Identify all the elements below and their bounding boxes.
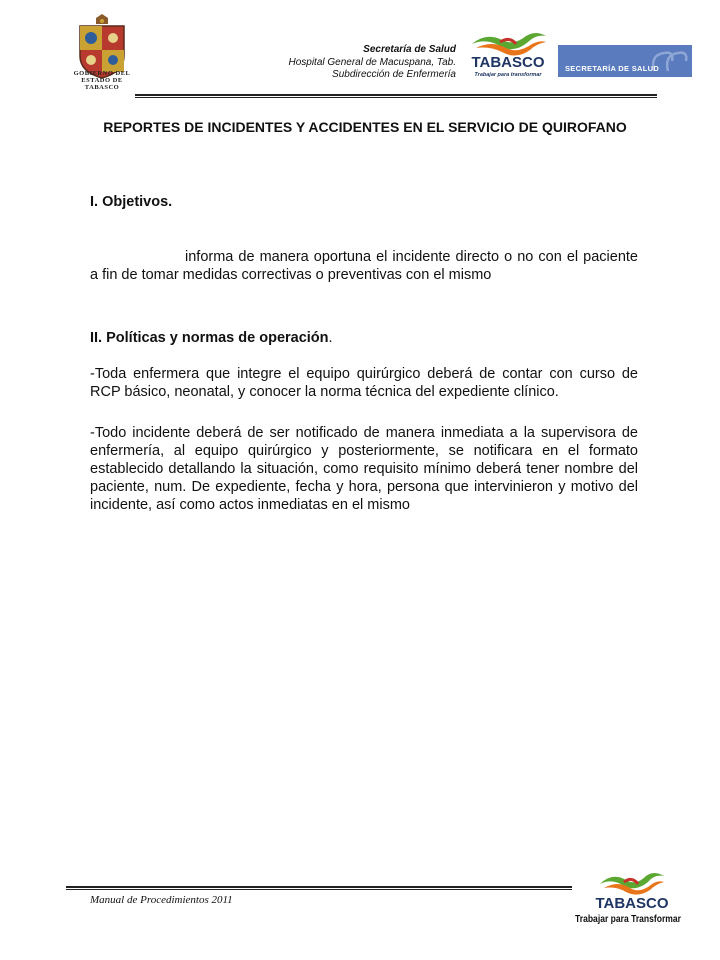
footer-tabasco-logo [572,870,684,928]
header-line-hospital: Hospital General de Macuspana, Tab. [288,56,456,68]
footer-divider [66,886,572,888]
crest-caption-line: TABASCO [84,84,120,91]
tabasco-logo-name: TABASCO [471,54,545,71]
header-institution-text [230,44,456,82]
header-line-department: Subdirección de Enfermería [332,69,456,80]
policy-item: -Todo incidente deberá de ser notificado de manera inmediata a la supervisora de enfermería, al equipo quirúrgico y posteriormente, se notificara en el formato establecido detallando la situación, como requisito mínimo deberá tener nombre del paciente, num. De expediente, fecha y hora, persona que intervinieron y motivo del incidente, así como actos inmediatas en el mismo [90,425,638,513]
crest-caption [66,70,138,91]
header-divider [135,94,657,96]
header-divider-thin [135,97,657,98]
document-title: REPORTES DE INCIDENTES Y ACCIDENTES EN EL SERVICIO DE QUIROFANO [103,119,627,135]
tabasco-logo [466,30,550,78]
objectives-text: informa de manera oportuna el incidente directo o no con el paciente a fin de tomar medidas correctivas o preventivas con el mismo [90,249,638,283]
policies-heading [90,329,638,347]
objectives-heading: I. Objetivos. [90,194,173,210]
footer-divider-thin [66,889,572,890]
secretaria-salud-logo [558,45,692,77]
crest-caption-line: GOBIERNO DEL [73,70,131,77]
ss-logo-text: SECRETARÍA DE SALUD [565,64,660,73]
crest-caption-line: ESTADO DE [81,77,123,84]
policies-heading-text: II. Políticas y normas de operación [90,330,329,346]
footer-manual-label: Manual de Procedimientos 2011 [90,894,233,906]
tabasco-logo-tagline: Trabajar para transformar [474,72,542,78]
footer-logo-name: TABASCO [595,895,669,912]
policies-heading-period: . [328,330,333,346]
footer-logo-tagline: Trabajar para Transformar [575,913,681,925]
header-line-ministry: Secretaría de Salud [363,44,456,55]
policy-item: -Toda enfermera que integre el equipo quirúrgico deberá de contar con curso de RCP básico, neonatal, y conocer la norma técnica del expediente clínico. [90,366,638,400]
